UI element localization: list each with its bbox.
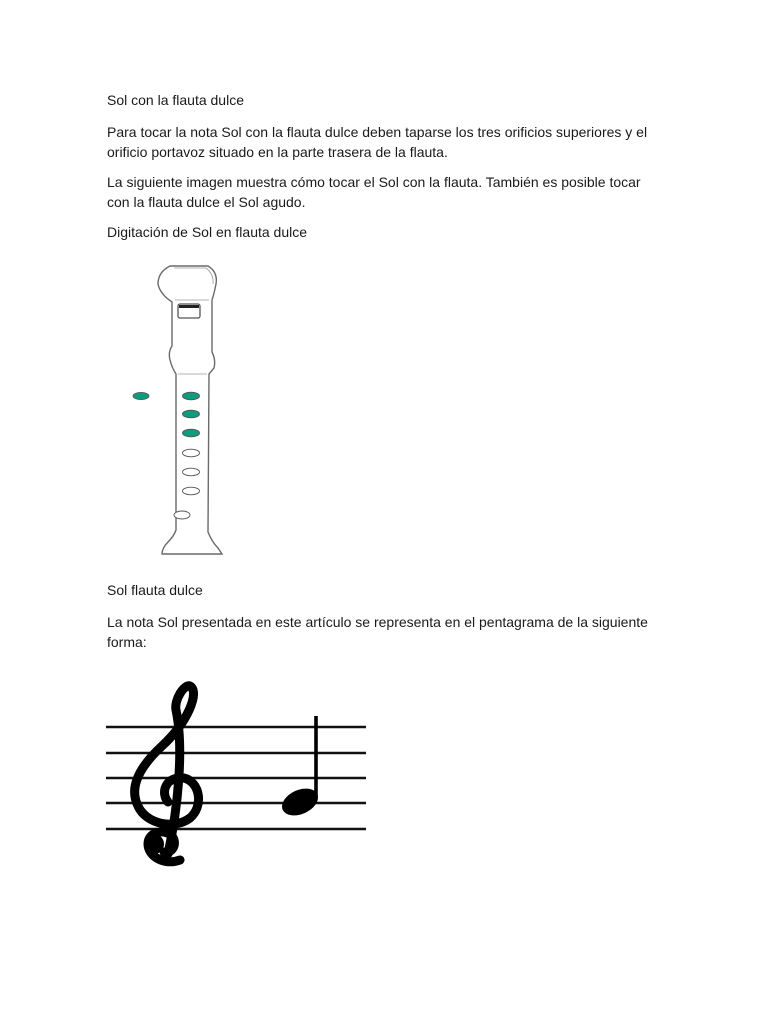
front-hole-1 (183, 392, 200, 400)
caption-sol-flauta: Sol flauta dulce (107, 582, 203, 598)
paragraph-staff-intro: La nota Sol presentada en este artículo se representa en el pentagrama de la siguiente forma: (107, 614, 648, 650)
front-hole-6 (183, 487, 200, 495)
paragraph-image-intro: La siguiente imagen muestra cómo tocar el Sol con la flauta. También es posible tocar con la flauta dulce el Sol agudo. (107, 174, 641, 210)
thumb-hole (133, 392, 149, 399)
page-title: Sol con la flauta dulce (107, 92, 244, 108)
caption-fingering: Digitación de Sol en flauta dulce (107, 224, 308, 240)
quarter-note-icon (278, 716, 322, 821)
front-hole-7 (174, 511, 190, 519)
recorder-fingering-diagram (124, 262, 234, 560)
treble-clef-dot (144, 834, 164, 854)
paragraph-fingering-description: Para tocar la nota Sol con la flauta dulce deben taparse los tres orificios superiores y el orificio portavoz situado en la parte trasera de la flauta. (107, 124, 648, 160)
front-hole-4 (183, 449, 200, 457)
front-hole-5 (183, 468, 200, 476)
front-hole-3 (183, 429, 200, 437)
music-staff (104, 678, 370, 870)
front-hole-2 (183, 410, 200, 418)
treble-clef-icon (135, 686, 199, 862)
